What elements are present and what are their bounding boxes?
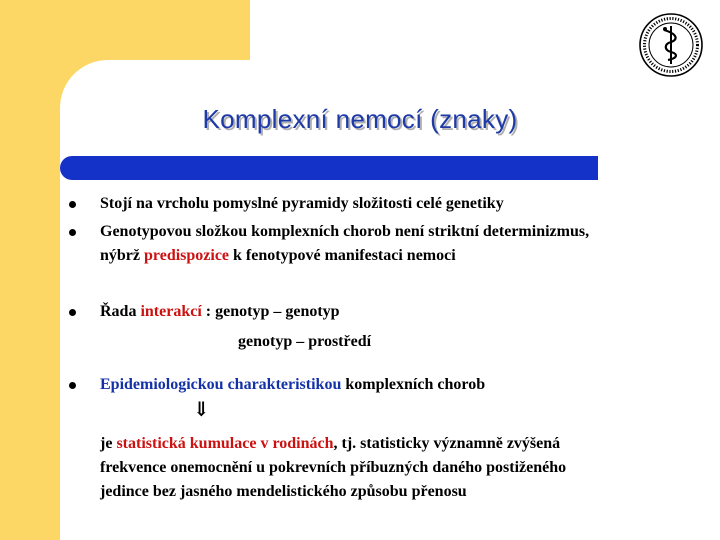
bullet-dot — [69, 309, 76, 316]
highlight-interakci: interakcí — [140, 303, 202, 320]
bullet-2-line1: Genotypovou složkou komplexních chorob není striktní determinizmus, — [100, 223, 590, 240]
highlight-predispozice: predispozice — [144, 247, 230, 264]
bullet-dot — [69, 382, 76, 389]
bullet-3-line2: genotyp – prostředí — [238, 333, 372, 350]
bullet-3-line1: Řada interakcí : genotyp – genotyp — [100, 303, 340, 320]
highlight-statisticka-kumulace: statistická kumulace v rodinách — [116, 435, 334, 452]
highlight-epidemiologickou: Epidemiologickou charakteristikou — [100, 376, 342, 393]
university-seal-icon — [638, 12, 704, 78]
bullet-dot — [69, 201, 76, 208]
slide-title: Komplexní nemocí (znaky) — [202, 104, 518, 134]
bullet-1-text: Stojí na vrcholu pomyslné pyramidy složitosti celé genetiky — [100, 195, 504, 212]
bullet-dot — [69, 229, 76, 236]
title-underline-bar — [60, 156, 598, 180]
bullet-4-line1: Epidemiologickou charakteristikou komplexních chorob — [100, 376, 486, 393]
bullet-4-cont3: jedince bez jasného mendelistického způsobu přenosu — [100, 483, 467, 500]
down-double-arrow-icon: ⇓ — [193, 399, 210, 421]
bullet-4-cont1: je statistická kumulace v rodinách, tj. statisticky významně zvýšená — [100, 435, 561, 452]
bullet-2-line2: nýbrž predispozice k fenotypové manifestaci nemoci — [100, 247, 456, 264]
bullet-4-cont2: frekvence onemocnění u pokrevních příbuzných daného postiženého — [100, 459, 567, 476]
